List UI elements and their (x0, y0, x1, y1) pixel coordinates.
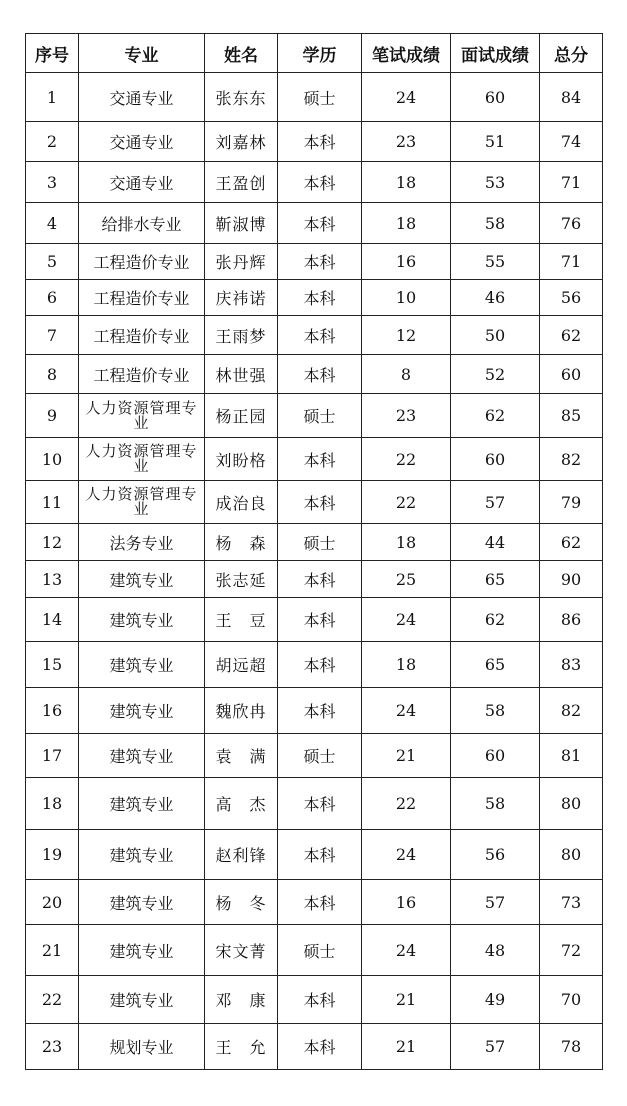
cell-major: 工程造价专业 (79, 244, 205, 280)
cell-no: 3 (26, 162, 79, 203)
table-row (26, 162, 603, 203)
cell-major: 工程造价专业 (79, 280, 205, 316)
table-row (26, 355, 603, 394)
cell-no: 8 (26, 355, 79, 394)
cell-education: 本科 (278, 280, 362, 316)
cell-total-score: 76 (540, 203, 603, 244)
cell-education: 硕士 (278, 524, 362, 561)
cell-major: 人力资源管理专业 (79, 438, 205, 481)
cell-written-score: 21 (362, 976, 451, 1024)
cell-no: 22 (26, 976, 79, 1024)
cell-written-score: 21 (362, 734, 451, 778)
cell-major: 建筑专业 (79, 830, 205, 880)
cell-education: 本科 (278, 203, 362, 244)
table-row (26, 394, 603, 438)
cell-written-score: 24 (362, 830, 451, 880)
cell-name: 王盈创 (205, 162, 278, 203)
cell-education: 本科 (278, 162, 362, 203)
cell-no: 7 (26, 316, 79, 355)
cell-education: 本科 (278, 355, 362, 394)
cell-major: 规划专业 (79, 1024, 205, 1070)
cell-name: 张丹辉 (205, 244, 278, 280)
cell-name: 成治良 (205, 481, 278, 524)
table-row (26, 524, 603, 561)
cell-name: 王 允 (205, 1024, 278, 1070)
cell-total-score: 82 (540, 438, 603, 481)
cell-total-score: 83 (540, 642, 603, 688)
cell-written-score: 12 (362, 316, 451, 355)
table-row (26, 316, 603, 355)
cell-total-score: 71 (540, 244, 603, 280)
score-table (25, 33, 603, 1070)
cell-name: 王 豆 (205, 598, 278, 642)
cell-name: 杨 森 (205, 524, 278, 561)
cell-total-score: 78 (540, 1024, 603, 1070)
header-name: 姓名 (205, 34, 278, 73)
cell-interview-score: 52 (451, 355, 540, 394)
cell-no: 11 (26, 481, 79, 524)
cell-education: 本科 (278, 642, 362, 688)
cell-name: 刘嘉林 (205, 122, 278, 162)
table-row (26, 598, 603, 642)
cell-major: 交通专业 (79, 122, 205, 162)
cell-total-score: 90 (540, 561, 603, 598)
cell-total-score: 70 (540, 976, 603, 1024)
header-education: 学历 (278, 34, 362, 73)
cell-name: 张志延 (205, 561, 278, 598)
cell-education: 硕士 (278, 925, 362, 976)
cell-no: 23 (26, 1024, 79, 1070)
cell-interview-score: 50 (451, 316, 540, 355)
cell-education: 本科 (278, 880, 362, 925)
cell-name: 庆祎诺 (205, 280, 278, 316)
cell-interview-score: 57 (451, 880, 540, 925)
cell-written-score: 22 (362, 481, 451, 524)
cell-major: 建筑专业 (79, 561, 205, 598)
cell-name: 杨正园 (205, 394, 278, 438)
cell-written-score: 24 (362, 925, 451, 976)
table-row (26, 830, 603, 880)
cell-education: 本科 (278, 316, 362, 355)
cell-major: 交通专业 (79, 162, 205, 203)
cell-name: 袁 满 (205, 734, 278, 778)
cell-no: 1 (26, 73, 79, 122)
cell-written-score: 18 (362, 203, 451, 244)
cell-written-score: 18 (362, 162, 451, 203)
cell-interview-score: 65 (451, 561, 540, 598)
cell-education: 本科 (278, 438, 362, 481)
cell-major: 工程造价专业 (79, 355, 205, 394)
cell-written-score: 18 (362, 524, 451, 561)
cell-interview-score: 56 (451, 830, 540, 880)
cell-major: 交通专业 (79, 73, 205, 122)
table-row (26, 778, 603, 830)
cell-no: 18 (26, 778, 79, 830)
cell-written-score: 24 (362, 73, 451, 122)
header-no: 序号 (26, 34, 79, 73)
table-row (26, 561, 603, 598)
cell-interview-score: 58 (451, 778, 540, 830)
table-row (26, 438, 603, 481)
cell-major: 给排水专业 (79, 203, 205, 244)
cell-education: 本科 (278, 830, 362, 880)
cell-no: 21 (26, 925, 79, 976)
cell-name: 王雨梦 (205, 316, 278, 355)
cell-major: 建筑专业 (79, 925, 205, 976)
table-row (26, 880, 603, 925)
cell-written-score: 24 (362, 598, 451, 642)
cell-name: 邓 康 (205, 976, 278, 1024)
cell-interview-score: 51 (451, 122, 540, 162)
cell-interview-score: 57 (451, 1024, 540, 1070)
cell-no: 20 (26, 880, 79, 925)
table-row (26, 203, 603, 244)
cell-interview-score: 48 (451, 925, 540, 976)
cell-no: 13 (26, 561, 79, 598)
cell-no: 4 (26, 203, 79, 244)
cell-interview-score: 49 (451, 976, 540, 1024)
header-row (26, 34, 603, 73)
cell-major: 建筑专业 (79, 598, 205, 642)
cell-name: 高 杰 (205, 778, 278, 830)
cell-total-score: 80 (540, 830, 603, 880)
cell-major: 建筑专业 (79, 976, 205, 1024)
cell-no: 15 (26, 642, 79, 688)
cell-interview-score: 44 (451, 524, 540, 561)
cell-interview-score: 60 (451, 438, 540, 481)
cell-written-score: 23 (362, 394, 451, 438)
cell-interview-score: 55 (451, 244, 540, 280)
cell-written-score: 21 (362, 1024, 451, 1070)
cell-no: 14 (26, 598, 79, 642)
cell-total-score: 79 (540, 481, 603, 524)
table-row (26, 642, 603, 688)
cell-name: 杨 冬 (205, 880, 278, 925)
table-row (26, 122, 603, 162)
table-row (26, 976, 603, 1024)
cell-no: 19 (26, 830, 79, 880)
cell-major: 建筑专业 (79, 880, 205, 925)
cell-name: 胡远超 (205, 642, 278, 688)
cell-major: 人力资源管理专业 (79, 394, 205, 438)
cell-major: 建筑专业 (79, 642, 205, 688)
cell-major: 工程造价专业 (79, 316, 205, 355)
cell-interview-score: 53 (451, 162, 540, 203)
cell-written-score: 22 (362, 778, 451, 830)
cell-no: 10 (26, 438, 79, 481)
cell-name: 靳淑博 (205, 203, 278, 244)
cell-written-score: 16 (362, 880, 451, 925)
cell-total-score: 86 (540, 598, 603, 642)
cell-no: 5 (26, 244, 79, 280)
cell-education: 本科 (278, 598, 362, 642)
cell-total-score: 74 (540, 122, 603, 162)
cell-education: 本科 (278, 561, 362, 598)
cell-education: 本科 (278, 1024, 362, 1070)
cell-written-score: 8 (362, 355, 451, 394)
cell-written-score: 10 (362, 280, 451, 316)
cell-written-score: 18 (362, 642, 451, 688)
cell-major: 建筑专业 (79, 734, 205, 778)
cell-interview-score: 46 (451, 280, 540, 316)
cell-major: 建筑专业 (79, 688, 205, 734)
header-interview-score: 面试成绩 (451, 34, 540, 73)
table-row (26, 280, 603, 316)
cell-major: 法务专业 (79, 524, 205, 561)
cell-name: 刘盼格 (205, 438, 278, 481)
cell-no: 2 (26, 122, 79, 162)
table-row (26, 925, 603, 976)
header-major: 专业 (79, 34, 205, 73)
cell-written-score: 16 (362, 244, 451, 280)
table-row (26, 481, 603, 524)
cell-education: 本科 (278, 688, 362, 734)
cell-name: 魏欣冉 (205, 688, 278, 734)
cell-major: 建筑专业 (79, 778, 205, 830)
cell-name: 张东东 (205, 73, 278, 122)
cell-written-score: 25 (362, 561, 451, 598)
cell-interview-score: 62 (451, 394, 540, 438)
cell-total-score: 72 (540, 925, 603, 976)
table-row (26, 244, 603, 280)
cell-education: 本科 (278, 122, 362, 162)
cell-no: 17 (26, 734, 79, 778)
cell-total-score: 81 (540, 734, 603, 778)
cell-no: 9 (26, 394, 79, 438)
cell-interview-score: 58 (451, 688, 540, 734)
cell-name: 宋文菁 (205, 925, 278, 976)
cell-interview-score: 57 (451, 481, 540, 524)
cell-written-score: 23 (362, 122, 451, 162)
cell-interview-score: 60 (451, 73, 540, 122)
cell-total-score: 82 (540, 688, 603, 734)
cell-total-score: 62 (540, 316, 603, 355)
cell-written-score: 22 (362, 438, 451, 481)
cell-no: 12 (26, 524, 79, 561)
cell-education: 本科 (278, 244, 362, 280)
cell-written-score: 24 (362, 688, 451, 734)
cell-education: 本科 (278, 778, 362, 830)
cell-interview-score: 58 (451, 203, 540, 244)
cell-education: 本科 (278, 481, 362, 524)
cell-total-score: 60 (540, 355, 603, 394)
cell-total-score: 56 (540, 280, 603, 316)
cell-total-score: 62 (540, 524, 603, 561)
table-row (26, 1024, 603, 1070)
cell-education: 硕士 (278, 734, 362, 778)
cell-total-score: 73 (540, 880, 603, 925)
table-row (26, 734, 603, 778)
cell-total-score: 85 (540, 394, 603, 438)
cell-total-score: 84 (540, 73, 603, 122)
cell-name: 赵利锋 (205, 830, 278, 880)
cell-major: 人力资源管理专业 (79, 481, 205, 524)
header-total-score: 总分 (540, 34, 603, 73)
cell-total-score: 71 (540, 162, 603, 203)
cell-interview-score: 65 (451, 642, 540, 688)
cell-interview-score: 60 (451, 734, 540, 778)
cell-no: 16 (26, 688, 79, 734)
cell-name: 林世强 (205, 355, 278, 394)
table-row (26, 73, 603, 122)
table-row (26, 688, 603, 734)
cell-education: 本科 (278, 976, 362, 1024)
cell-education: 硕士 (278, 394, 362, 438)
cell-total-score: 80 (540, 778, 603, 830)
cell-no: 6 (26, 280, 79, 316)
cell-education: 硕士 (278, 73, 362, 122)
cell-interview-score: 62 (451, 598, 540, 642)
header-written-score: 笔试成绩 (362, 34, 451, 73)
